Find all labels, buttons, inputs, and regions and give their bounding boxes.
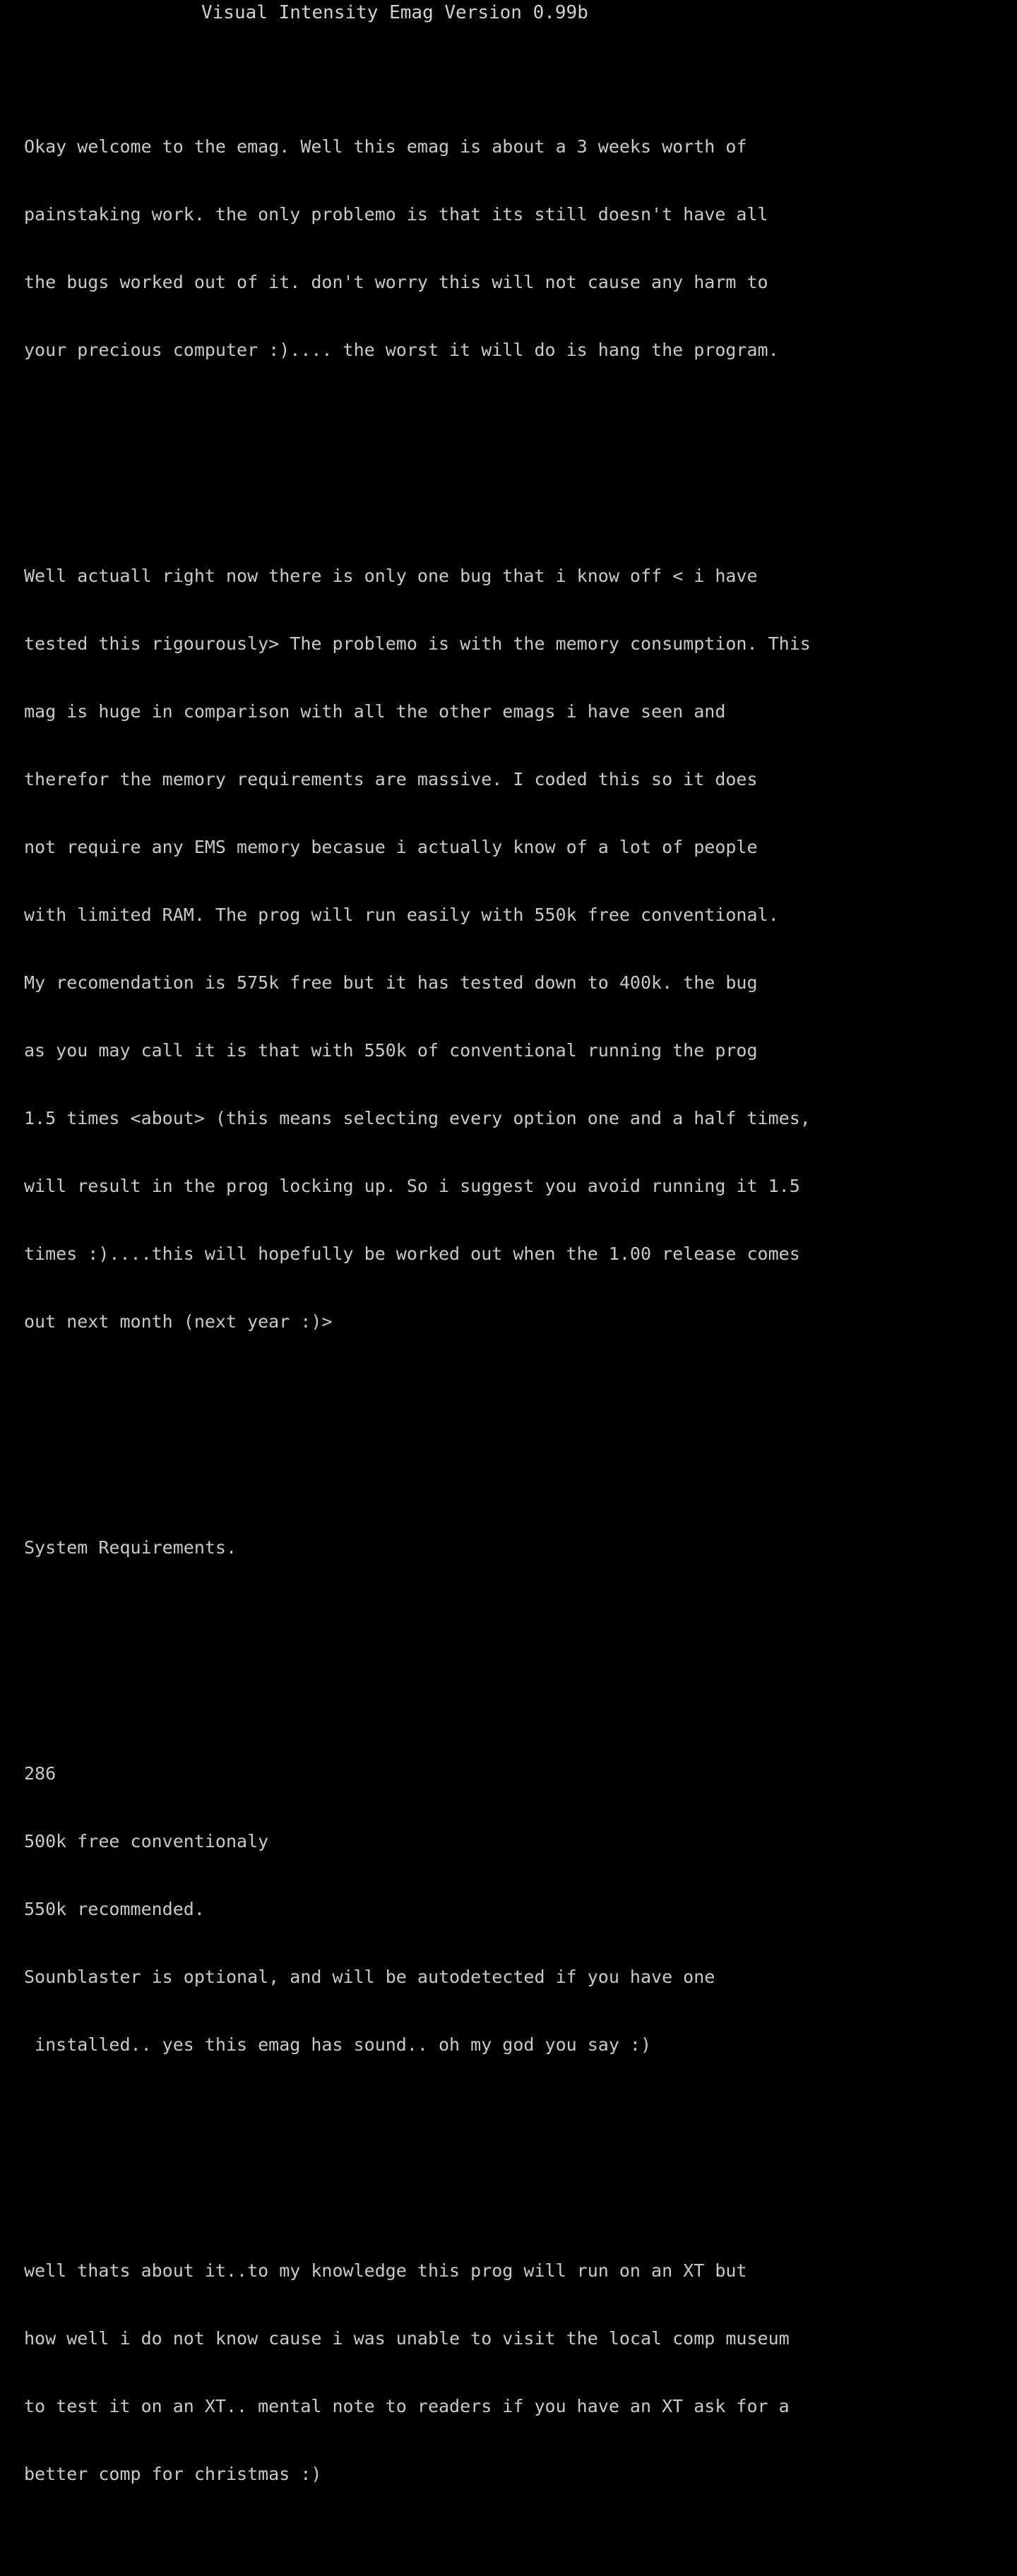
- text-line: better comp for christmas :): [24, 2464, 322, 2484]
- text-line: System Requirements.: [24, 1537, 237, 1558]
- spacer: [24, 452, 1010, 475]
- text-line: as you may call it is that with 550k of conventional running the prog: [24, 1040, 758, 1061]
- spacer: [24, 1650, 1010, 1672]
- text-line: Sounblaster is optional, and will be autodetected if you have one: [24, 1967, 715, 1987]
- spacer: [24, 1424, 1010, 1446]
- heading-system-requirements: [24, 1491, 1010, 1604]
- text-line: Okay welcome to the emag. Well this emag is about a 3 weeks worth of: [24, 136, 747, 157]
- list-system-requirements: [24, 1717, 1010, 2101]
- document-body: [0, 24, 1017, 2576]
- text-line: your precious computer :).... the worst it will do is hang the program.: [24, 340, 779, 360]
- text-line: installed.. yes this emag has sound.. oh my god you say :): [24, 2034, 652, 2055]
- text-line: mag is huge in comparison with all the other emags i have seen and: [24, 701, 726, 722]
- text-line: Well actuall right now there is only one bug that i know off < i have: [24, 566, 758, 586]
- text-line: tested this rigourously> The problemo is with the memory consumption. This: [24, 633, 811, 654]
- text-line: therefor the memory requirements are massive. I coded this so it does: [24, 769, 758, 789]
- text-line: well thats about it..to my knowledge this prog will run on an XT but: [24, 2260, 747, 2281]
- text-line: how well i do not know cause i was unable to visit the local comp museum: [24, 2328, 790, 2349]
- text-line: out next month (next year :)>: [24, 1311, 333, 1332]
- text-line: will result in the prog locking up. So i suggest you avoid running it 1.5: [24, 1176, 800, 1196]
- spacer: [24, 2147, 1010, 2169]
- paragraph-closing: [24, 2214, 1010, 2531]
- paragraph-intro: [24, 90, 1010, 407]
- paragraph-bug-report: [24, 520, 1010, 1378]
- text-line: 500k free conventionaly: [24, 1831, 269, 1852]
- text-line: My recomendation is 575k free but it has tested down to 400k. the bug: [24, 972, 758, 993]
- text-line: to test it on an XT.. mental note to readers if you have an XT ask for a: [24, 2396, 790, 2416]
- text-line: 550k recommended.: [24, 1899, 205, 1919]
- text-line: times :)....this will hopefully be worked out when the 1.00 release comes: [24, 1244, 800, 1264]
- text-line: 1.5 times <about> (this means selecting every option one and a half times,: [24, 1108, 811, 1128]
- text-line: the bugs worked out of it. don't worry this will not cause any harm to: [24, 272, 768, 292]
- text-line: not require any EMS memory becasue i actually know of a lot of people: [24, 837, 758, 857]
- text-line: 286: [24, 1763, 56, 1784]
- text-line: with limited RAM. The prog will run easily with 550k free conventional.: [24, 905, 779, 925]
- page-title: Visual Intensity Emag Version 0.99b: [201, 2, 588, 23]
- text-line: painstaking work. the only problemo is that its still doesn't have all: [24, 204, 768, 225]
